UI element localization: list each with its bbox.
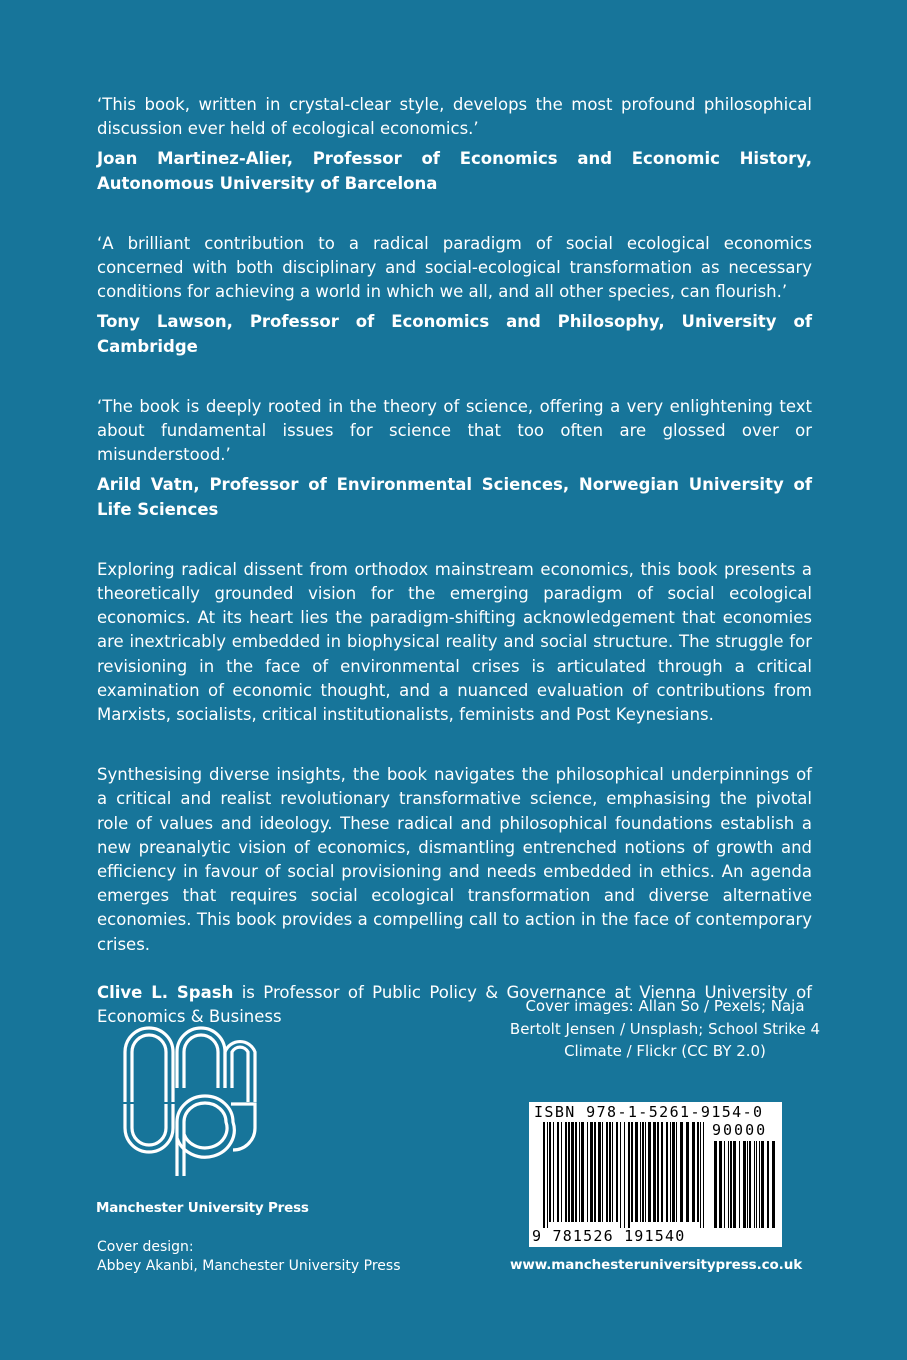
quote-3: ‘The book is deeply rooted in the theory of science, offering a very enlightening text about fundamental issues for science that too often are glossed over or misunderstood.’ [97,396,812,465]
cover-designer: Abbey Akanbi, Manchester University Press [97,1258,401,1274]
barcode-bar [628,1122,630,1228]
barcode-bar [686,1122,689,1222]
barcode-bar [672,1122,675,1222]
barcode-bar [581,1122,584,1222]
barcode-bar [666,1122,668,1222]
barcode-bar [749,1141,751,1228]
price-code: 90000 [712,1121,768,1139]
text-column [97,93,812,1029]
barcode-bar [645,1122,646,1222]
isbn-number: ISBN 978-1-5261-9154-0 [534,1103,764,1121]
quote-1: ‘This book, written in crystal-clear style, develops the most profound philosophical discussion ever held of ecological economics.’ [97,95,812,139]
barcode-bar [624,1122,625,1228]
quote-1-attribution: Joan Martinez-Alier, Professor of Economics and Economic History, Autonomous University of Barcelona [97,149,812,193]
publisher-website: www.manchesteruniversitypress.co.uk [510,1257,803,1273]
cover-image-credits: Cover images: Allan So / Pexels; Naja Bertolt Jensen / Unsplash; School Strike 4 Climate / Flickr (CC BY 2.0) [509,997,821,1060]
ean-digits: 9 781526 191540 [532,1227,686,1245]
barcode-bar [724,1141,725,1228]
barcode-bar [553,1122,554,1222]
author-name: Clive L. Spash [97,982,234,1002]
barcode-bar [739,1141,740,1228]
barcode-bar [543,1122,545,1228]
cover-design-label: Cover design: [97,1239,194,1255]
author-bio-text: is Professor of Public Policy & Governance at Vienna University of Economics & Business [97,982,812,1027]
barcode-bar [579,1122,580,1222]
barcode-bar [761,1141,764,1228]
barcode-bar [700,1122,701,1228]
publisher-name: Manchester University Press [96,1200,309,1216]
barcode-bar [598,1122,601,1222]
barcode-bar [602,1122,603,1222]
description-paragraph-2: Synthesising diverse insights, the book navigates the philosophical underpinnings of a critical and realist revolutionary transformative science, emphasising the pivotal role of values and ideology. These radical and philosophical foundations establish a new preanalytic vision of economics, dismantling entrenched notions of growth and efficiency in favour of social provisioning and needs embedded in ethics. An agenda emerges that requires social ecological transformation and diverse alternative economies. This book provides a compelling call to action in the face of contemporary crises. [97,765,812,954]
barcode-bar [635,1122,638,1222]
barcode-bar [714,1141,717,1228]
quote-2: ‘A brilliant contribution to a radical paradigm of social ecological economics concerned with both disciplinary and social-ecological transformation as necessary conditions for achieving a world in which we all, and all other species, can flourish.’ [97,233,812,302]
barcode-bar [571,1122,574,1222]
barcode-bar [620,1122,621,1228]
cover-design-credit [97,1238,401,1276]
barcode-bar [676,1122,677,1222]
barcode-bar [657,1122,659,1222]
barcode-bar [733,1141,736,1228]
barcode-bar [642,1122,644,1222]
barcode-bar [565,1122,567,1222]
barcode-bar [697,1122,699,1222]
barcode-bar [606,1122,608,1222]
barcode-bar [756,1141,757,1228]
barcode-bar [648,1122,651,1222]
mup-logo-icon [115,1018,265,1180]
barcode-bar [640,1122,641,1222]
barcode-bar [609,1122,611,1222]
barcode-bar [728,1141,729,1228]
quote-3-attribution: Arild Vatn, Professor of Environmental Sciences, Norwegian University of Life Sciences [97,475,812,519]
barcode-bar [631,1122,633,1222]
barcode-bar [612,1122,613,1222]
quote-2-attribution: Tony Lawson, Professor of Economics and Philosophy, University of Cambridge [97,312,812,356]
addon-barcode-bars [714,1141,776,1228]
barcode-bar [730,1141,732,1228]
barcode-bar [575,1122,577,1222]
barcode-bar [587,1122,588,1222]
barcode-bar [743,1141,746,1228]
barcode-bar [590,1122,593,1222]
barcode-bar [557,1122,559,1222]
barcode-bar [703,1122,704,1228]
description-paragraph-1: Exploring radical dissent from orthodox mainstream economics, this book presents a theoretically grounded vision for the emerging paradigm of social ecological economics. At its heart lies the paradigm-shifting acknowledgement that economies are inextricably embedded in biophysical reality and social structure. The struggle for revisioning in the face of environmental crises is articulated through a critical examination of economic thought, and a nuanced evaluation of contributions from Marxists, socialists, critical institutionalists, feminists and Post Keynesians. [97,559,812,725]
barcode-bar [747,1141,748,1228]
isbn-barcode [529,1102,782,1247]
barcode-bar [547,1122,548,1228]
barcode-bar [680,1122,683,1222]
barcode-bar [653,1122,656,1222]
barcode-bar [549,1122,551,1222]
barcode-bar [670,1122,671,1222]
barcode-bar [661,1122,663,1222]
barcode-bar [616,1122,618,1222]
barcode-bar [568,1122,570,1222]
barcode-bar [754,1141,755,1228]
barcode-bar [692,1122,695,1222]
barcode-bar [772,1141,775,1228]
barcode-bar [759,1141,760,1228]
barcode-bar [767,1141,769,1228]
ean-barcode-bars [543,1122,705,1228]
barcode-bar [719,1141,722,1228]
barcode-bar [561,1122,562,1222]
barcode-bar [594,1122,596,1222]
